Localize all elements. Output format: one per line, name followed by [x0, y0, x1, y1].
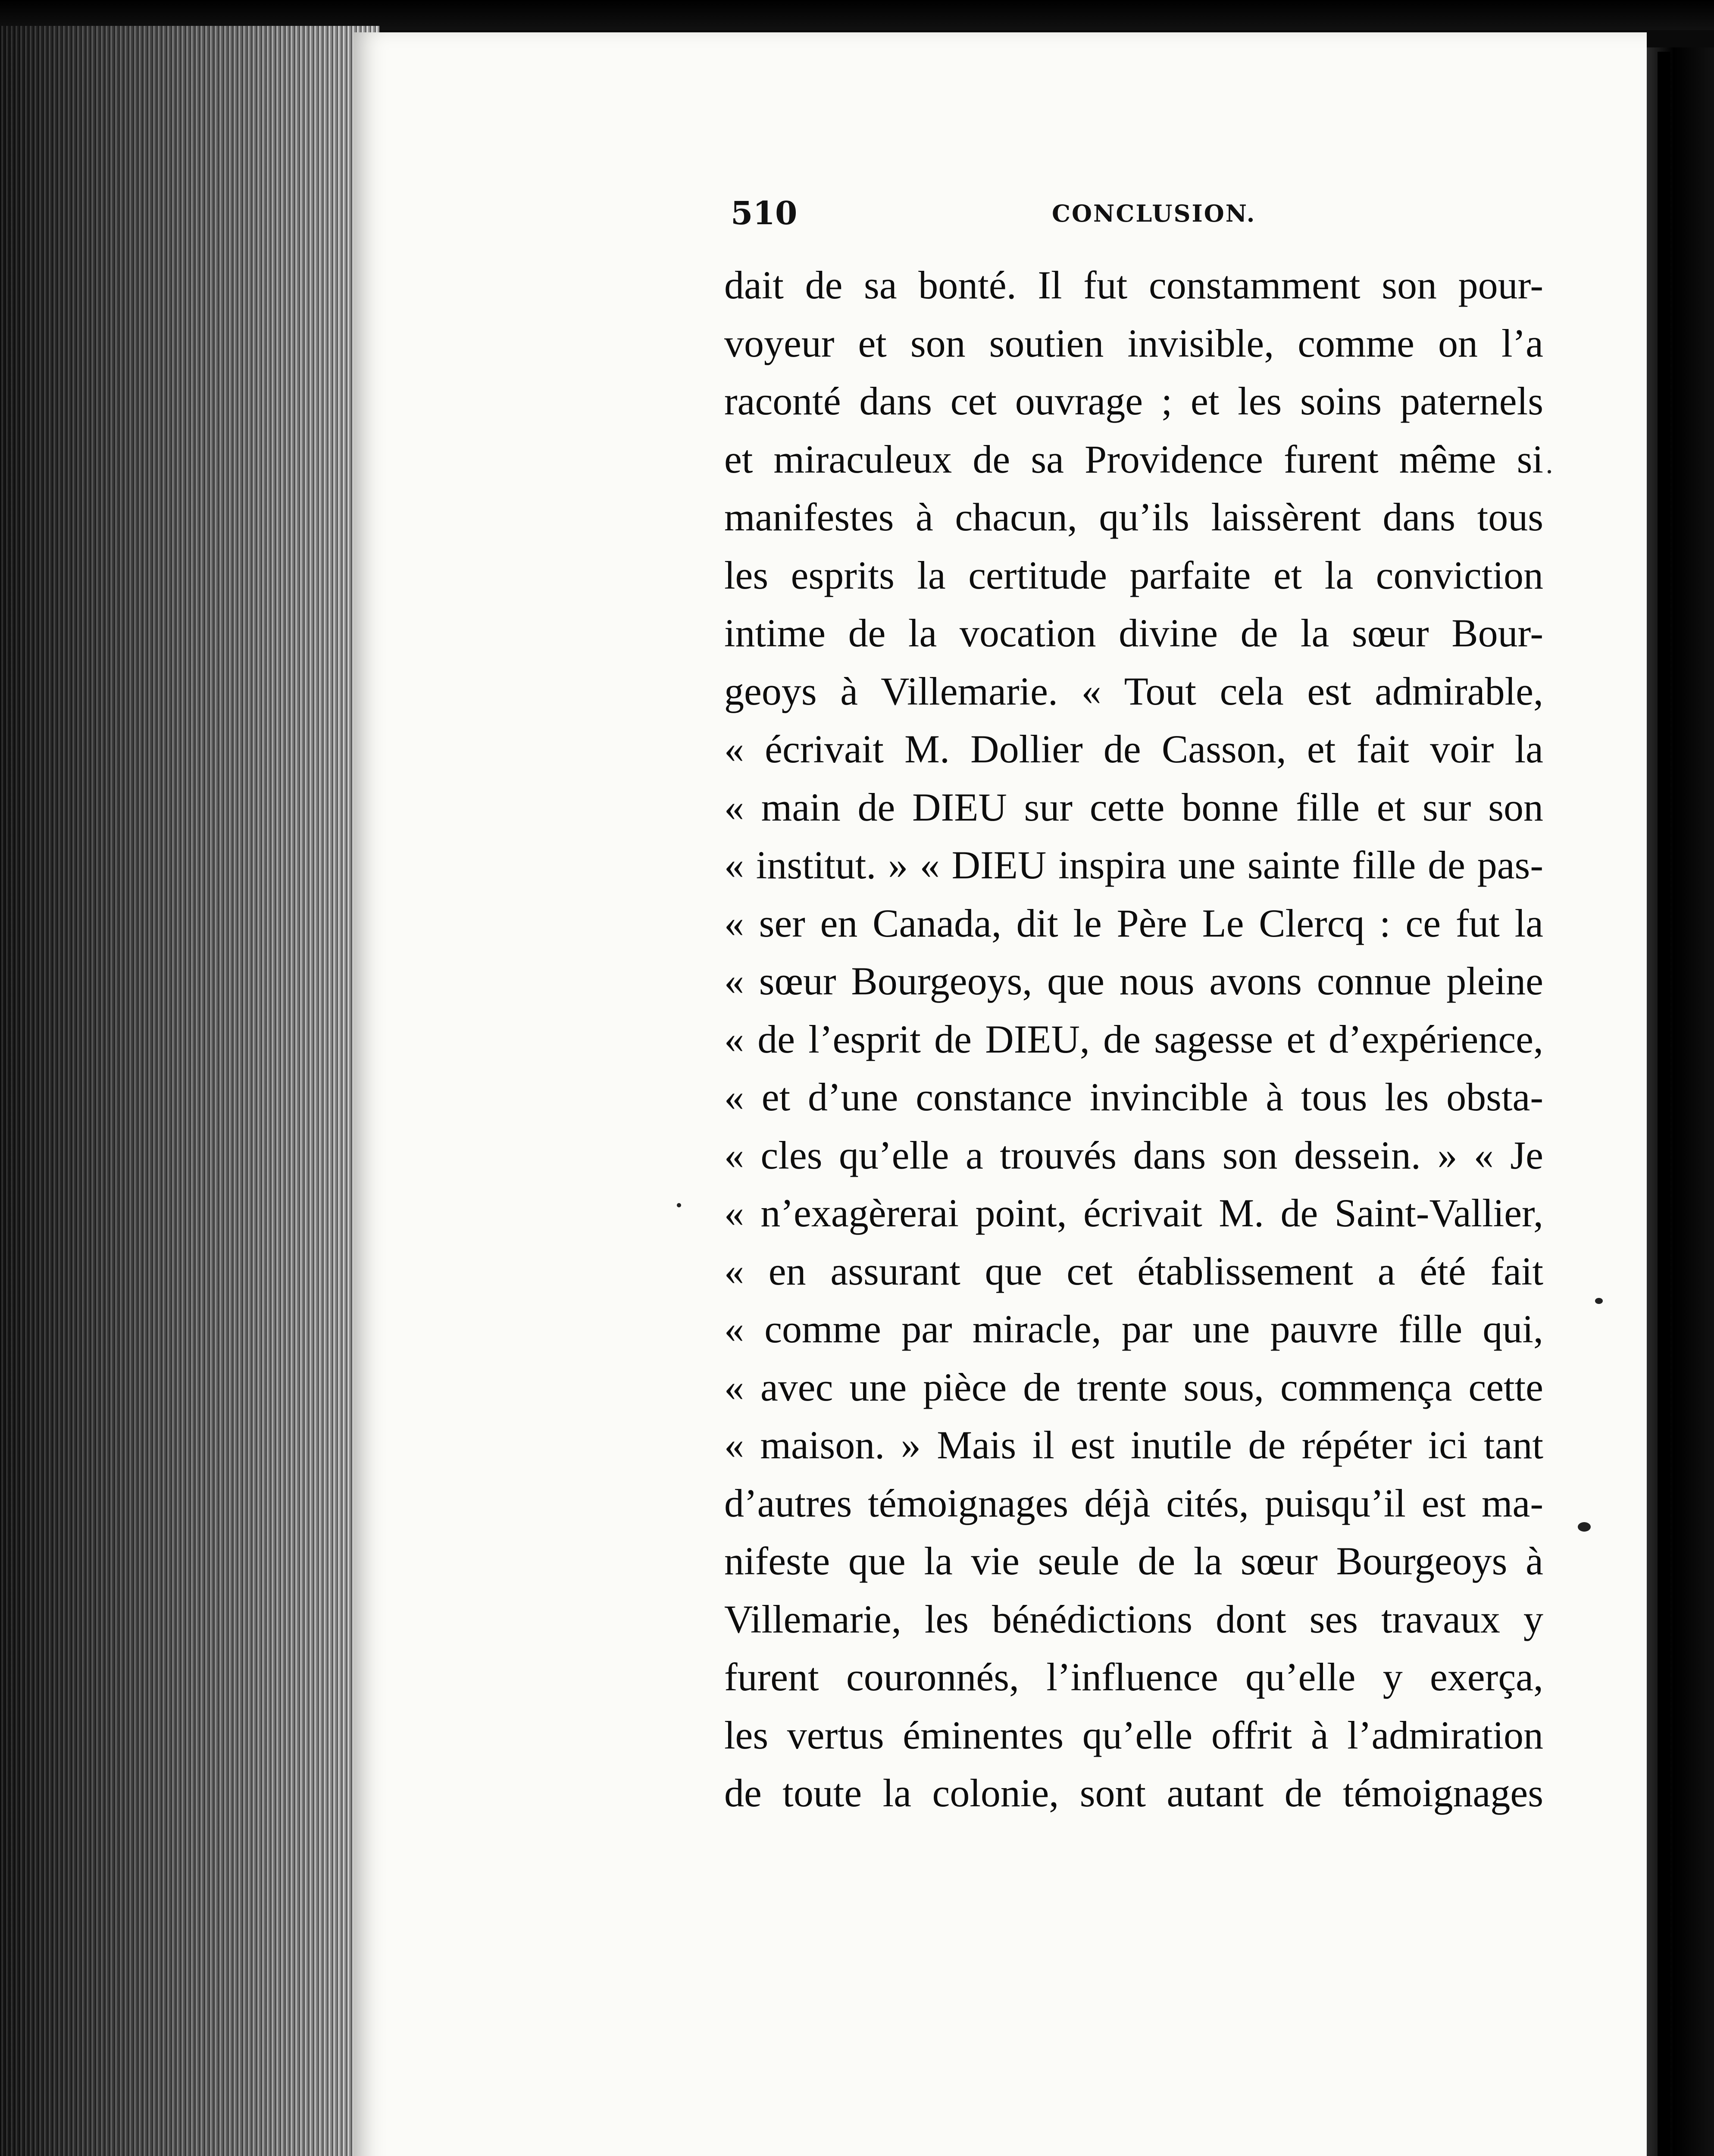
text-line: intime de la vocation divine de la sœur Bour-	[724, 611, 1543, 655]
text-line: « écrivait M. Dollier de Casson, et fait voir la	[724, 727, 1543, 771]
ink-speck	[677, 1203, 681, 1207]
text-line: raconté dans cet ouvrage ; et les soins paternels	[724, 379, 1543, 423]
running-head	[731, 190, 1541, 237]
text-line: geoys à Villemarie. « Tout cela est admirable,	[724, 669, 1543, 713]
text-line: « de l’esprit de DIEU, de sagesse et d’expérience,	[724, 1017, 1543, 1061]
text-line: « cles qu’elle a trouvés dans son dessein. » « Je	[724, 1133, 1543, 1177]
text-line: nifeste que la vie seule de la sœur Bourgeoys à	[724, 1539, 1543, 1583]
text-line: voyeur et son soutien invisible, comme on l’a	[724, 321, 1543, 365]
text-line: « sœur Bourgeoys, que nous avons connue pleine	[724, 959, 1543, 1003]
ink-speck	[1578, 1522, 1591, 1532]
text-line: les esprits la certitude parfaite et la conviction	[724, 553, 1543, 597]
text-line: les vertus éminentes qu’elle offrit à l’admiration	[724, 1713, 1543, 1757]
text-line: furent couronnés, l’influence qu’elle y exerça,	[724, 1655, 1543, 1699]
book-page-edges	[0, 26, 379, 2156]
book-spine-shadow	[1647, 47, 1714, 2156]
ink-speck	[1548, 470, 1551, 473]
text-line: « en assurant que cet établissement a été fait	[724, 1249, 1543, 1293]
text-line: d’autres témoignages déjà cités, puisqu’il est ma-	[724, 1481, 1543, 1525]
section-title: CONCLUSION.	[1052, 200, 1256, 227]
text-line: « ser en Canada, dit le Père Le Clercq : ce fut la	[724, 901, 1543, 945]
text-line: « maison. » Mais il est inutile de répéter ici tant	[724, 1423, 1543, 1467]
text-line: de toute la colonie, sont autant de témoignages	[724, 1771, 1543, 1815]
page-border-rule	[1658, 52, 1670, 2156]
text-line: « avec une pièce de trente sous, commença cette	[724, 1365, 1543, 1409]
text-line: « main de DIEU sur cette bonne fille et sur son	[724, 785, 1543, 829]
text-line: « comme par miracle, par une pauvre fille qui,	[724, 1307, 1543, 1351]
text-line: « n’exagèrerai point, écrivait M. de Saint-Vallier,	[724, 1191, 1543, 1235]
text-line: dait de sa bonté. Il fut constamment son pour-	[724, 263, 1543, 307]
page-number: 510	[731, 195, 798, 232]
text-line: manifestes à chacun, qu’ils laissèrent dans tous	[724, 495, 1543, 539]
text-line: Villemarie, les bénédictions dont ses travaux y	[724, 1597, 1543, 1641]
text-line: « institut. » « DIEU inspira une sainte fille de pas-	[724, 843, 1543, 887]
body-text	[724, 256, 1543, 1822]
ink-speck	[1595, 1298, 1603, 1304]
text-line: « et d’une constance invincible à tous les obsta-	[724, 1075, 1543, 1119]
text-line: et miraculeux de sa Providence furent même si	[724, 437, 1543, 481]
